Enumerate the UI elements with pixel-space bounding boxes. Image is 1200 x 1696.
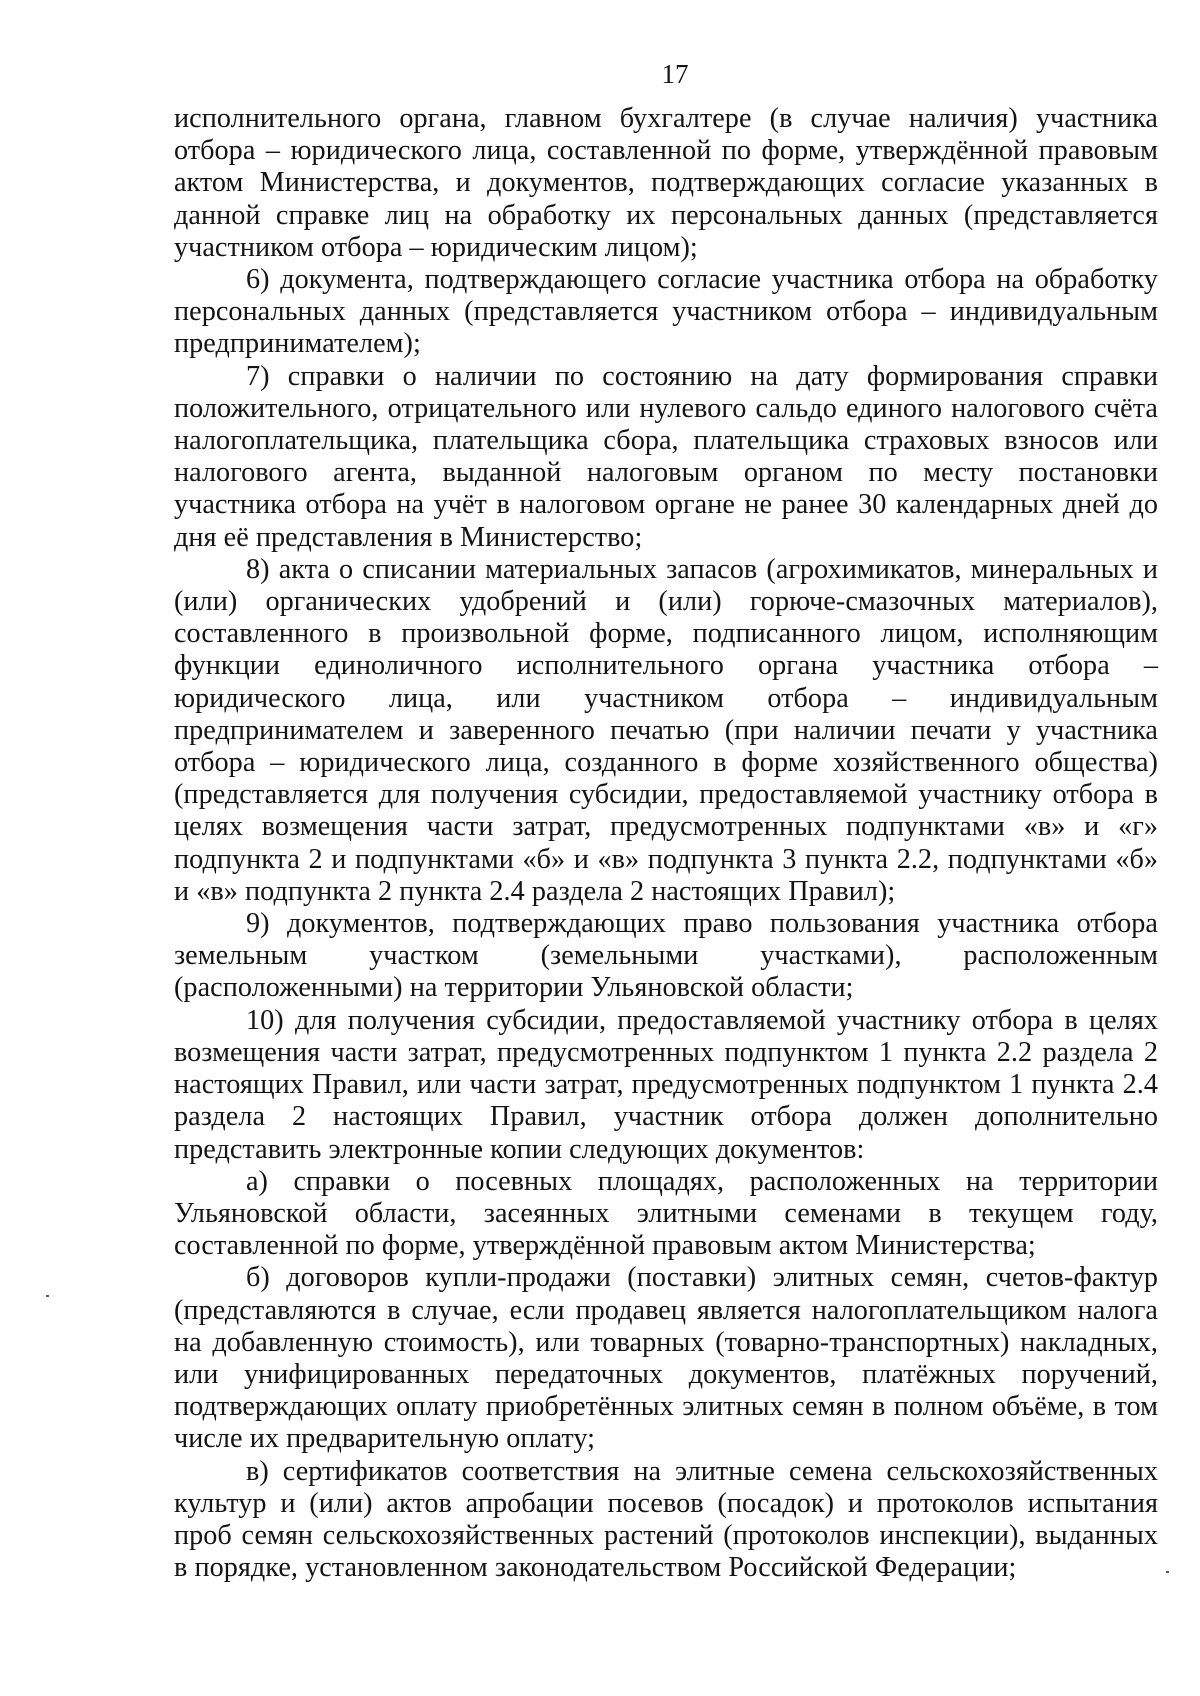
paragraph-subitem-b: б) договоров купли-продажи (поставки) элитных семян, счетов-фактур (представляются в случае, если продавец является налогоплательщиком налога на добавленную стоимость), или товарных (товарно-транспортных) накладных, или унифицированных передаточных документов, платёжных поручений, подтверждающих оплату приобретённых элитных семян в полном объёме, в том числе их предварительную оплату;: [174, 1262, 1158, 1455]
paragraph-item-7: 7) справки о наличии по состоянию на дату формирования справки положительного, отрицательного или нулевого сальдо единого налогового счёта налогоплательщика, плательщика сбора, плательщика страховых взносов или налогового агента, выданной налоговым органом по месту постановки участника отбора на учёт в налоговом органе не ранее 30 календарных дней до дня её представления в Министерство;: [174, 360, 1158, 553]
paragraph-subitem-a: а) справки о посевных площадях, расположенных на территории Ульяновской области, засеянных элитными семенами в текущем году, составленной по форме, утверждённой правовым актом Министерства;: [174, 1165, 1158, 1262]
scan-artifact-dot: [46, 1295, 49, 1297]
scan-artifact-dot: [1166, 1571, 1169, 1573]
paragraph-item-9: 9) документов, подтверждающих право пользования участника отбора земельным участком (земельными участками), расположенным (расположенными) на территории Ульяновской области;: [174, 908, 1158, 1004]
document-body: [174, 103, 1158, 1584]
paragraph-continuation: исполнительного органа, главном бухгалтере (в случае наличия) участника отбора – юридического лица, составленной по форме, утверждённой правовым актом Министерства, и документов, подтверждающих согласие указанных в данной справке лиц на обработку их персональных данных (представляется участником отбора – юридическим лицом);: [174, 103, 1158, 263]
paragraph-subitem-v: в) сертификатов соответствия на элитные семена сельскохозяйственных культур и (или) актов апробации посевов (посадок) и протоколов испытания проб семян сельскохозяйственных растений (протоколов инспекции), выданных в порядке, установленном законодательством Российской Федерации;: [174, 1455, 1158, 1584]
paragraph-item-10: 10) для получения субсидии, предоставляемой участнику отбора в целях возмещения части затрат, предусмотренных подпунктом 1 пункта 2.2 раздела 2 настоящих Правил, или части затрат, предусмотренных подпунктом 1 пункта 2.4 раздела 2 настоящих Правил, участник отбора должен дополнительно представить электронные копии следующих документов:: [174, 1004, 1158, 1165]
page-number: 17: [661, 59, 689, 89]
paragraph-item-6: 6) документа, подтверждающего согласие участника отбора на обработку персональных данных (представляется участником отбора – индивидуальным предпринимателем);: [174, 264, 1158, 360]
paragraph-item-8: 8) акта о списании материальных запасов (агрохимикатов, минеральных и (или) органических удобрений и (или) горюче-смазочных материалов), составленного в произвольной форме, подписанного лицом, исполняющим функции единоличного исполнительного органа участника отбора – юридического лица, или участником отбора – индивидуальным предпринимателем и заверенного печатью (при наличии печати у участника отбора – юридического лица, созданного в форме хозяйственного общества) (представляется для получения субсидии, предоставляемой участнику отбора в целях возмещения части затрат, предусмотренных подпунктами «в» и «г» подпункта 2 и подпунктами «б» и «в» подпункта 3 пункта 2.2, подпунктами «б» и «в» подпункта 2 пункта 2.4 раздела 2 настоящих Правил);: [174, 553, 1158, 907]
